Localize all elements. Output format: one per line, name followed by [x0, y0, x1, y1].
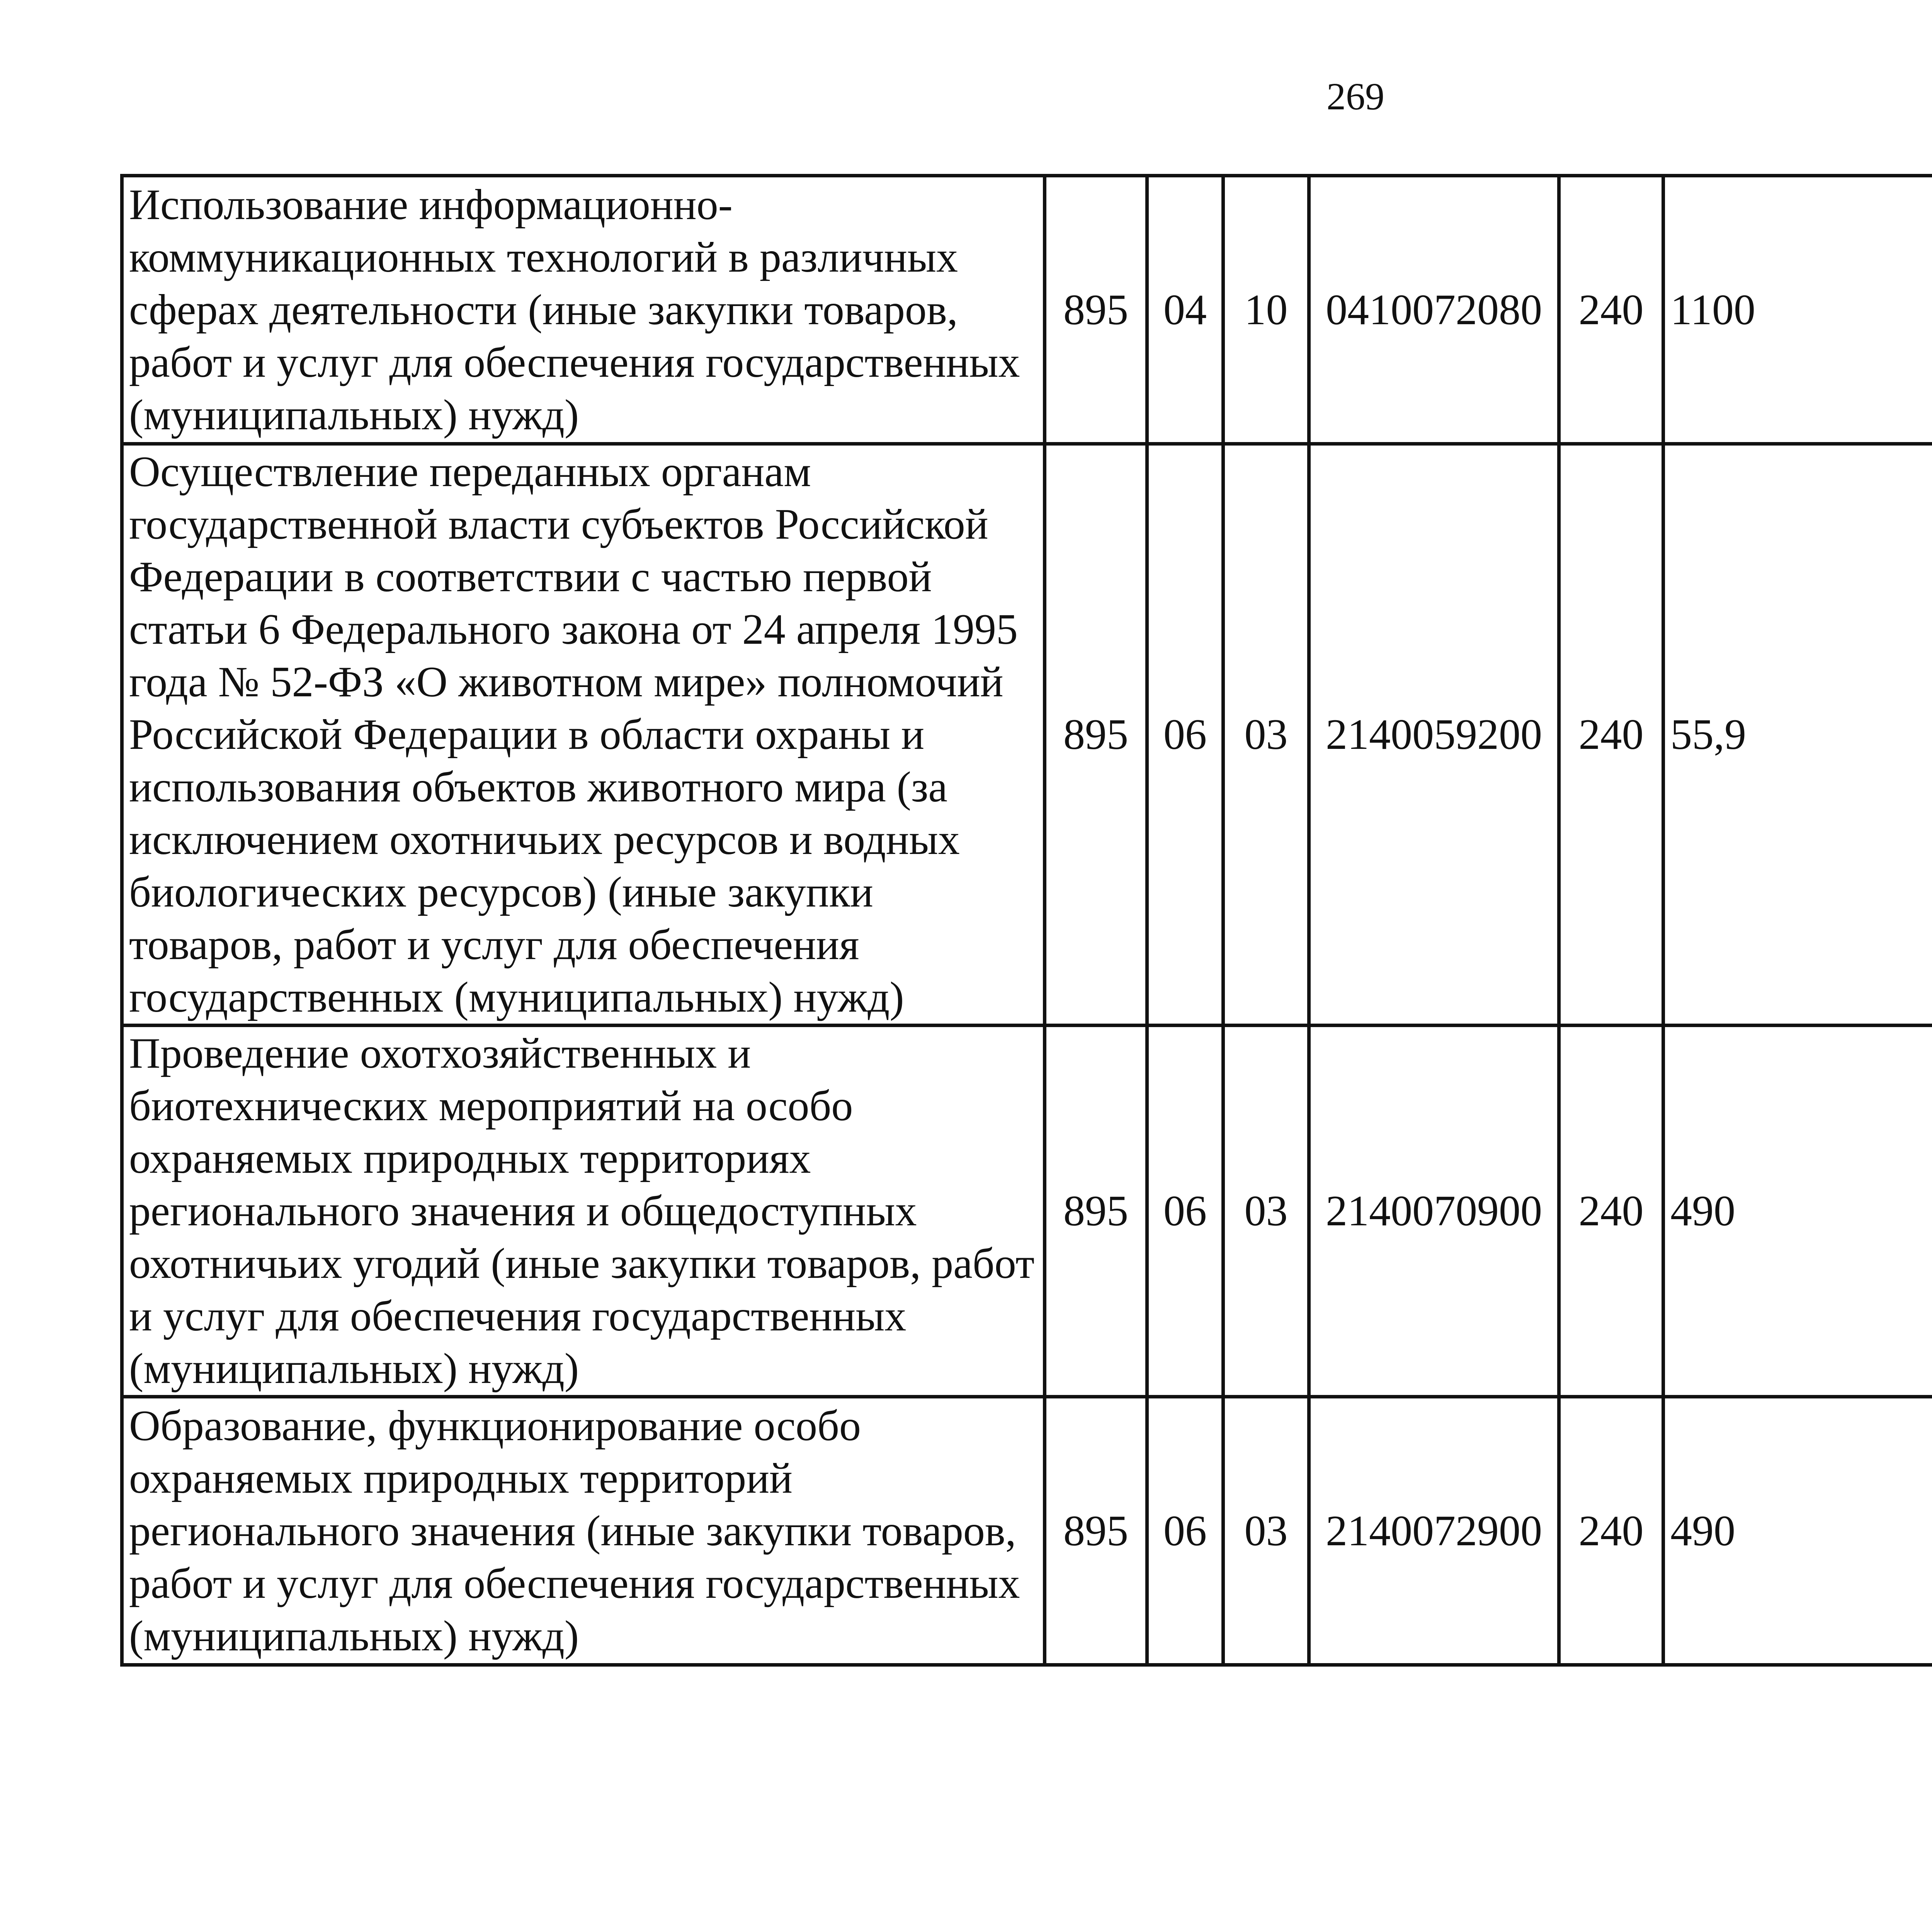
subsection-code: 03 [1223, 1026, 1309, 1397]
table-row [122, 176, 1932, 444]
expense-type-code: 240 [1559, 444, 1663, 1026]
expense-type-code: 240 [1559, 1397, 1663, 1665]
section-code: 04 [1147, 176, 1223, 444]
amount-year-1: 1100 [1663, 176, 1932, 444]
table-row [122, 444, 1932, 1026]
section-code: 06 [1147, 444, 1223, 1026]
target-article-code: 2140072900 [1309, 1397, 1559, 1665]
amount-year-1: 55,9 [1663, 444, 1932, 1026]
expense-type-code: 240 [1559, 176, 1663, 444]
subsection-code: 03 [1223, 444, 1309, 1026]
subsection-code: 03 [1223, 1397, 1309, 1665]
ministry-code: 895 [1045, 1026, 1147, 1397]
expense-description: Осуществление переданных органам государственной власти субъектов Российской Федерации в соответствии с частью первой статьи 6 Федерального закона от 24 апреля 1995 года № 52-ФЗ «О животном мире» полномочий Российской Федерации в области охраны и использования объектов животного мира (за исключением охотничьих ресурсов и водных биологических ресурсов) (иные закупки товаров, работ и услуг для обеспечения государственных (муниципальных) нужд) [122, 444, 1045, 1026]
target-article-code: 2140059200 [1309, 444, 1559, 1026]
ministry-code: 895 [1045, 1397, 1147, 1665]
subsection-code: 10 [1223, 176, 1309, 444]
budget-table [120, 174, 1932, 1667]
expense-description: Использование информационно-коммуникационных технологий в различных сферах деятельности (иные закупки товаров, работ и услуг для обеспечения государственных (муниципальных) нужд) [122, 176, 1045, 444]
target-article-code: 0410072080 [1309, 176, 1559, 444]
expense-description: Образование, функционирование особо охраняемых природных территорий регионального значения (иные закупки товаров, работ и услуг для обеспечения государственных (муниципальных) нужд) [122, 1397, 1045, 1665]
amount-year-1: 490 [1663, 1026, 1932, 1397]
expense-type-code: 240 [1559, 1026, 1663, 1397]
section-code: 06 [1147, 1026, 1223, 1397]
table-row [122, 1026, 1932, 1397]
ministry-code: 895 [1045, 176, 1147, 444]
ministry-code: 895 [1045, 444, 1147, 1026]
target-article-code: 2140070900 [1309, 1026, 1559, 1397]
page-number: 269 [1327, 75, 1384, 118]
expense-description: Проведение охотхозяйственных и биотехнических мероприятий на особо охраняемых природных территориях регионального значения и общедоступных охотничьих угодий (иные закупки товаров, работ и услуг для обеспечения государственных (муниципальных) нужд) [122, 1026, 1045, 1397]
table-row [122, 1397, 1932, 1665]
amount-year-1: 490 [1663, 1397, 1932, 1665]
section-code: 06 [1147, 1397, 1223, 1665]
